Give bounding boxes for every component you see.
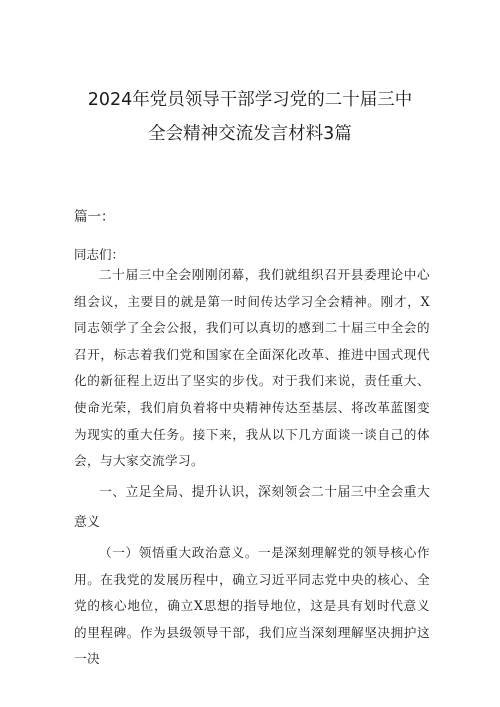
- document-title-line2: 全会精神交流发言材料3篇: [148, 124, 352, 144]
- document-title-line1: 2024年党员领导干部学习党的二十届三中: [87, 90, 413, 110]
- section-label: 篇一：: [74, 209, 115, 225]
- body-paragraph-2: （一）领悟重大政治意义。一是深刻理解党的领导核心作用。在我党的发展历程中，确立习近平同志党中央的核心、全党的核心地位，确立X思想的指导地位，这是具有划时代意义的里程碑。作为县级领导干部，我们应当深刻理解坚决拥护这一决: [74, 545, 430, 667]
- salutation: 同志们：: [74, 247, 125, 262]
- section-heading-1: 一、立足全局、提升认识，深刻领会二十届三中全会重大意义: [74, 485, 430, 530]
- body-paragraph-1: 二十届三中全会刚刚闭幕，我们就组织召开县委理论中心组会议，主要目的就是第一时间传达学习全会精神。刚才，X同志领学了全会公报，我们可以真切的感到二十届三中全会的召开，标志着我们党和国家在全面深化改革、推进中国式现代化的新征程上迈出了坚实的步伐。对于我们来说，责任重大、使命光荣，我们肩负着将中央精神传达至基层、将改革蓝图变为现实的重大任务。接下来，我从以下几方面谈一谈自己的体会，与大家交流学习。: [74, 267, 430, 469]
